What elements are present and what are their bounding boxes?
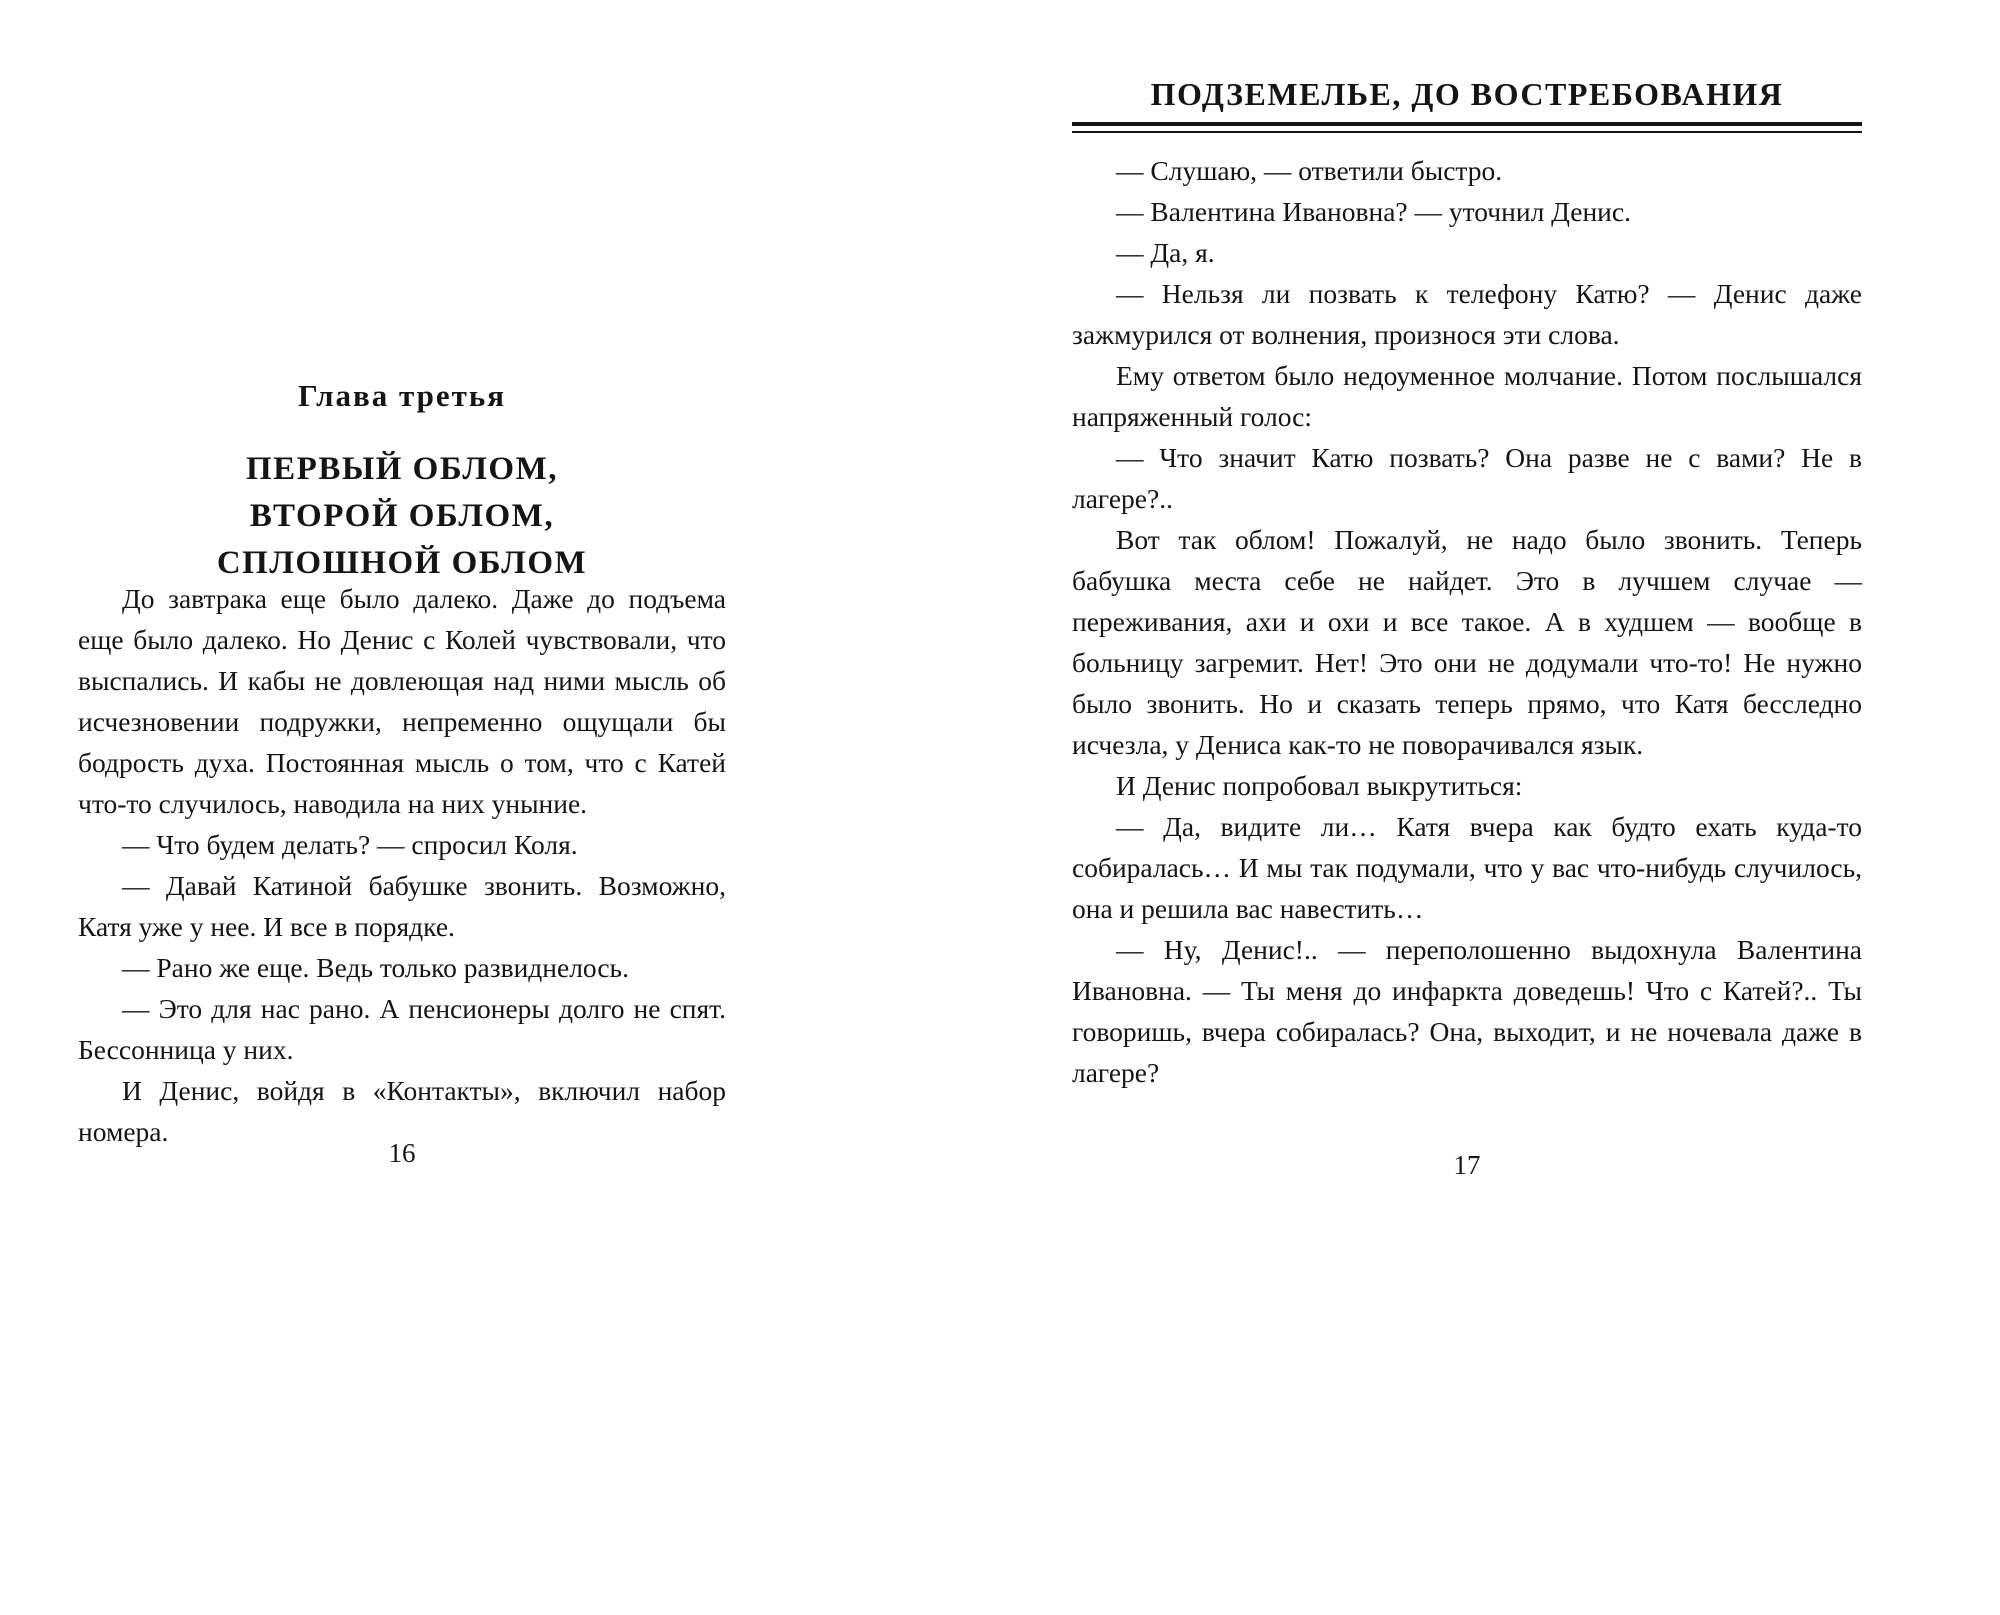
page-number-right: 17 (1453, 1150, 1481, 1180)
chapter-label: Глава третья (297, 378, 507, 413)
paragraph: — Да, видите ли… Катя вчера как будто ехать куда-то собиралась… И мы так подумали, что у вас что-нибудь случилось, она и решила вас навестить… (1072, 811, 1862, 924)
header-double-rule (1072, 122, 1862, 133)
chapter-title-line: СПЛОШНОЙ ОБЛОМ (216, 545, 588, 581)
page-right (1072, 0, 1862, 1615)
paragraph: — Что будем делать? — спросил Коля. (122, 829, 578, 860)
paragraph: И Денис, войдя в «Контакты», включил набор номера. (78, 1075, 726, 1147)
right-page-body (1072, 150, 1862, 1093)
paragraph: — Давай Катиной бабушке звонить. Возможно, Катя уже у нее. И все в порядке. (78, 870, 726, 942)
paragraph: — Рано же еще. Ведь только развиднелось. (122, 952, 629, 983)
paragraph: Вот так облом! Пожалуй, не надо было звонить. Теперь бабушка места себе не найдет. Это в лучшем случае — переживания, ахи и охи и все такое. А в худшем — вообще в больницу загремит. Нет! Это они не додумали что-то! Не нужно было звонить. Но и сказать теперь прямо, что Катя бесследно исчезла, у Дениса как-то не поворачивался язык. (1072, 524, 1862, 760)
chapter-title-line: ПЕРВЫЙ ОБЛОМ, (246, 451, 558, 487)
paragraph: До завтрака еще было далеко. Даже до подъема еще было далеко. Но Денис с Колей чувствовали, что выспались. И кабы не довлеющая над ними мысль об исчезновении подружки, непременно ощущали бы бодрость духа. Постоянная мысль о том, что с Катей что-то случилось, наводила на них уныние. (78, 583, 726, 819)
paragraph: — Валентина Ивановна? — уточнил Денис. (1116, 196, 1631, 227)
chapter-heading-block (78, 378, 726, 587)
left-page-body (78, 578, 726, 1152)
chapter-title-line: ВТОРОЙ ОБЛОМ, (249, 498, 555, 534)
paragraph: — Ну, Денис!.. — переполошенно выдохнула Валентина Ивановна. — Ты меня до инфаркта доведешь! Что с Катей?.. Ты говоришь, вчера собиралась? Она, выходит, и не ночевала даже в лагере? (1072, 934, 1862, 1088)
paragraph: — Нельзя ли позвать к телефону Катю? — Денис даже зажмурился от волнения, произнося эти слова. (1072, 278, 1862, 350)
paragraph: Ему ответом было недоуменное молчание. Потом послышался напряженный голос: (1072, 360, 1862, 432)
paragraph: И Денис попробовал выкрутиться: (1116, 770, 1523, 801)
page-number-left: 16 (388, 1138, 416, 1168)
paragraph: — Слушаю, — ответили быстро. (1116, 155, 1503, 186)
paragraph: — Да, я. (1116, 237, 1215, 268)
running-header: ПОДЗЕМЕЛЬЕ, ДО ВОСТРЕБОВАНИЯ (1150, 76, 1784, 112)
chapter-title (78, 446, 726, 587)
page-left (78, 0, 726, 1615)
paragraph: — Что значит Катю позвать? Она разве не с вами? Не в лагере?.. (1072, 442, 1862, 514)
paragraph: — Это для нас рано. А пенсионеры долго не спят. Бессонница у них. (78, 993, 726, 1065)
